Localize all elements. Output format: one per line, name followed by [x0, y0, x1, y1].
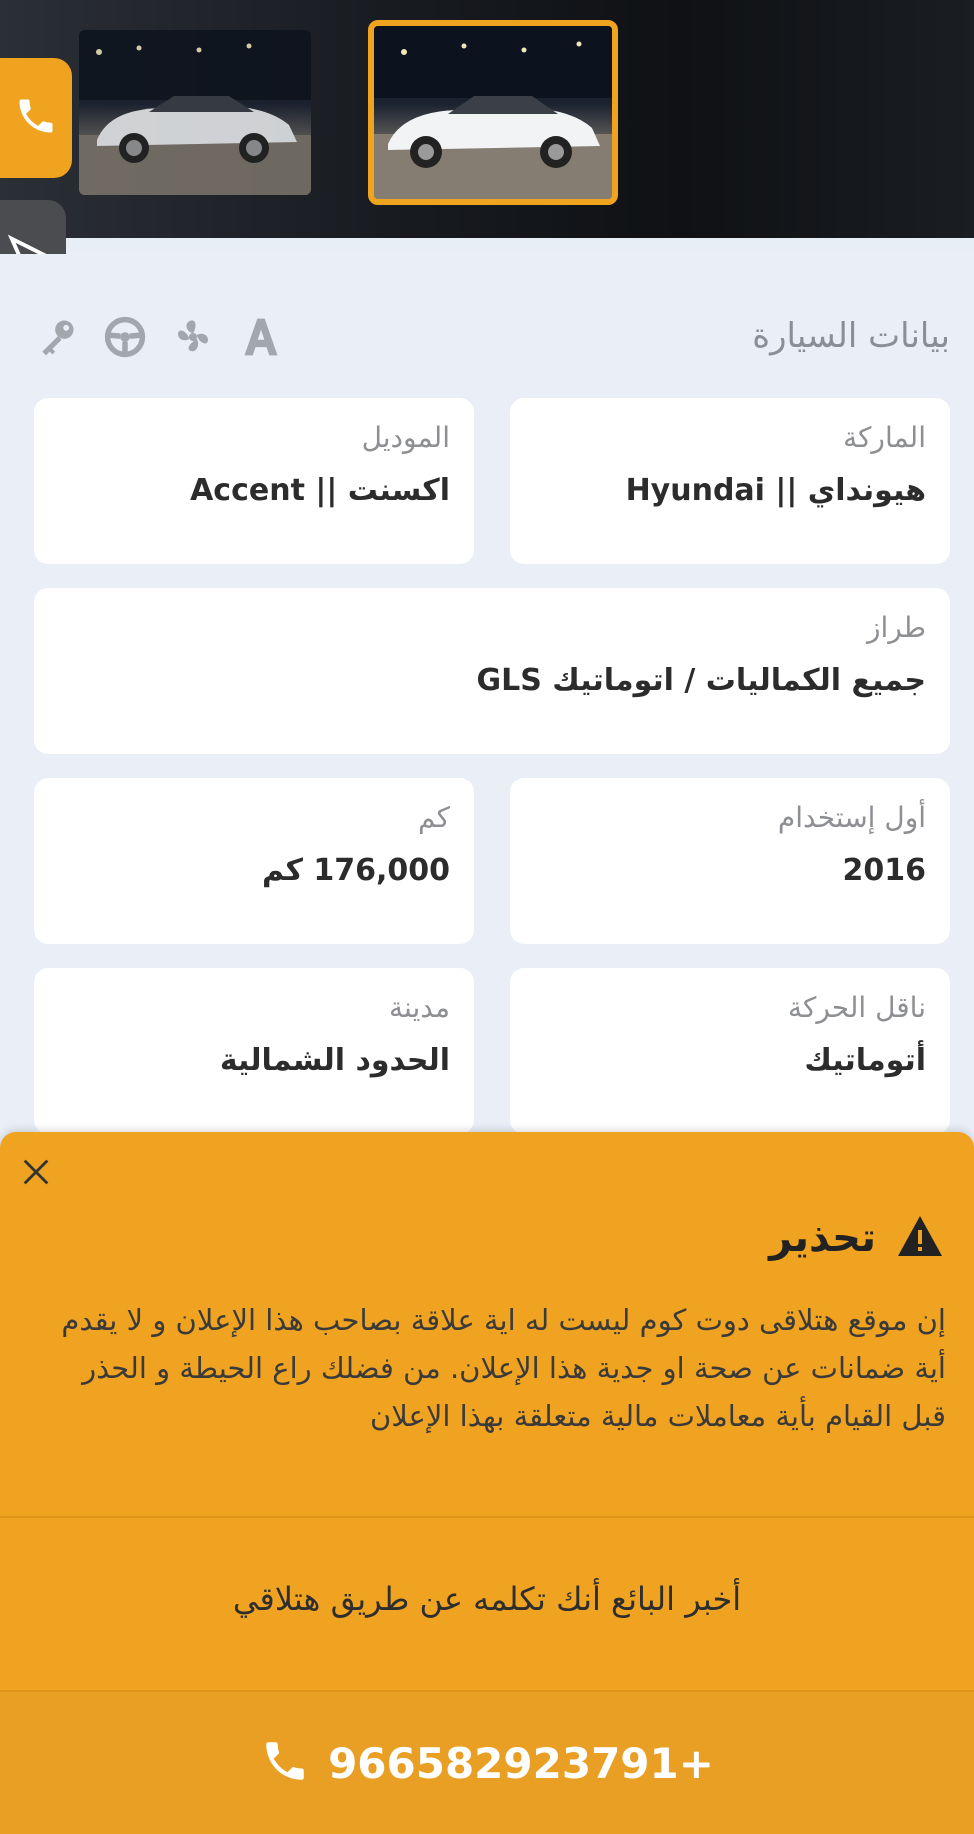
field-value: هيونداي || Hyundai	[625, 473, 926, 508]
car-photo-thumbnail-selected[interactable]	[368, 20, 618, 205]
card-mileage	[34, 778, 474, 944]
section-title: بيانات السيارة	[752, 316, 950, 356]
close-icon[interactable]	[16, 1152, 56, 1192]
field-label: كم	[418, 801, 450, 834]
key-icon	[34, 314, 80, 360]
field-value: أتوماتيك	[804, 1043, 926, 1078]
field-value: الحدود الشمالية	[219, 1043, 450, 1078]
field-value: جميع الكماليات / اتوماتيك GLS	[476, 663, 926, 698]
field-label: الموديل	[361, 421, 450, 454]
tell-seller-text: أخبر البائع أنك تكلمه عن طريق هتلاقي	[232, 1580, 742, 1618]
card-trim	[34, 588, 950, 754]
field-label: أول إستخدام	[777, 801, 926, 834]
warning-triangle-icon	[896, 1214, 944, 1262]
steering-wheel-icon	[102, 314, 148, 360]
fan-icon	[170, 314, 216, 360]
card-make	[510, 398, 950, 564]
call-seller-button[interactable]	[0, 1692, 974, 1834]
phone-icon	[14, 94, 58, 142]
call-floating-button[interactable]	[0, 58, 72, 178]
field-label: طراز	[866, 611, 926, 644]
feature-icons	[34, 314, 284, 360]
card-model	[34, 398, 474, 564]
car-photo-thumbnail[interactable]	[79, 30, 311, 195]
card-transmission	[510, 968, 950, 1134]
car-photo-image	[374, 26, 612, 199]
field-label: ناقل الحركة	[788, 991, 926, 1024]
car-photo-image	[79, 30, 311, 195]
field-label: الماركة	[843, 421, 926, 454]
card-first-use	[510, 778, 950, 944]
field-value: 2016	[842, 853, 926, 888]
phone-number: 966582923791+	[328, 1738, 714, 1788]
warning-title	[769, 1214, 944, 1262]
photo-gallery	[0, 0, 974, 238]
font-letter-icon	[238, 314, 284, 360]
warning-body: إن موقع هتلاقى دوت كوم ليست له اية علاقة بصاحب هذا الإعلان و لا يقدم أية ضمانات عن صحة او جدية هذا الإعلان. من فضلك راع الحيطة و الحذر قبل القيام بأية معاملات مالية متعلقة بهذا الإعلان	[61, 1303, 946, 1433]
divider	[0, 1516, 974, 1518]
card-city	[34, 968, 474, 1134]
field-value: 176,000 كم	[261, 853, 450, 888]
field-label: مدينة	[389, 991, 450, 1024]
warning-title-text: تحذير	[769, 1215, 876, 1261]
warning-sheet	[0, 1132, 974, 1834]
phone-icon	[260, 1736, 310, 1790]
field-value: اكسنت || Accent	[190, 473, 450, 508]
